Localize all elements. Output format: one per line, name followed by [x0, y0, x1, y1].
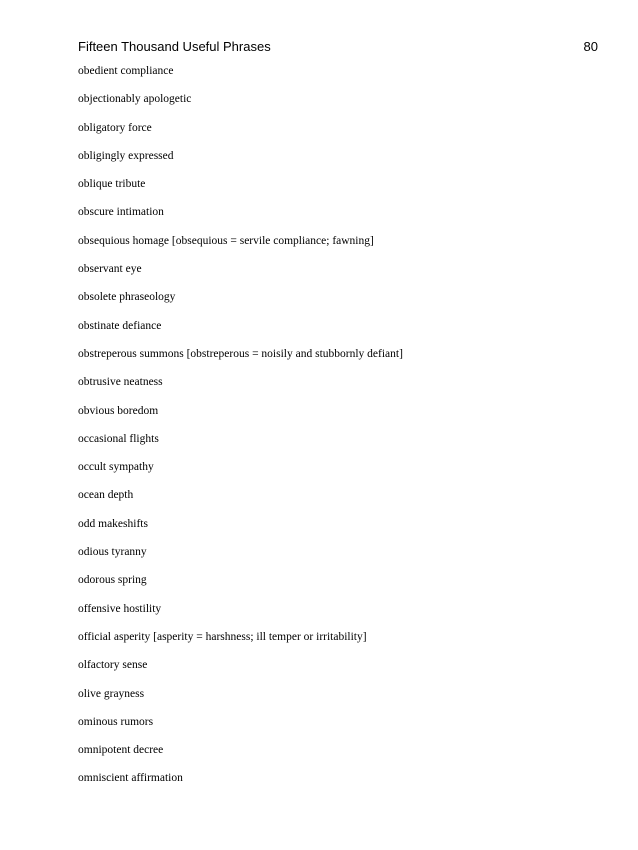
- phrase-item: ocean depth: [78, 489, 134, 502]
- page-number: 80: [583, 39, 598, 54]
- phrase-item: obstinate defiance: [78, 319, 162, 332]
- phrase-item: omniscient affirmation: [78, 772, 183, 785]
- phrase-item: olive grayness: [78, 687, 145, 700]
- phrase-item: oblique tribute: [78, 178, 146, 191]
- phrase-item: omnipotent decree: [78, 744, 164, 757]
- phrase-item: obtrusive neatness: [78, 376, 163, 389]
- phrase-item: ominous rumors: [78, 715, 154, 728]
- phrase-item: obligatory force: [78, 121, 152, 134]
- phrase-item: obsolete phraseology: [78, 291, 176, 304]
- document-title: Fifteen Thousand Useful Phrases: [78, 39, 271, 54]
- phrase-item: odious tyranny: [78, 546, 147, 559]
- phrase-item: obligingly expressed: [78, 149, 174, 162]
- phrase-item: objectionably apologetic: [78, 93, 192, 106]
- phrase-item: obsequious homage [obsequious = servile compliance; fawning]: [78, 234, 374, 247]
- phrase-item: obedient compliance: [78, 65, 174, 77]
- phrase-item: offensive hostility: [78, 602, 162, 615]
- phrase-item: observant eye: [78, 263, 142, 276]
- phrase-item: occult sympathy: [78, 461, 154, 474]
- phrase-item: odorous spring: [78, 574, 147, 587]
- phrase-item: occasional flights: [78, 432, 159, 445]
- phrase-item: olfactory sense: [78, 659, 148, 672]
- page-header: [78, 38, 598, 56]
- phrase-item: obscure intimation: [78, 206, 164, 219]
- phrase-item: official asperity [asperity = harshness; ill temper or irritability]: [78, 630, 367, 643]
- phrase-item: obstreperous summons [obstreperous = noisily and stubbornly defiant]: [78, 347, 403, 360]
- phrase-list: [78, 64, 598, 800]
- phrase-item: obvious boredom: [78, 404, 159, 417]
- phrase-item: odd makeshifts: [78, 517, 148, 530]
